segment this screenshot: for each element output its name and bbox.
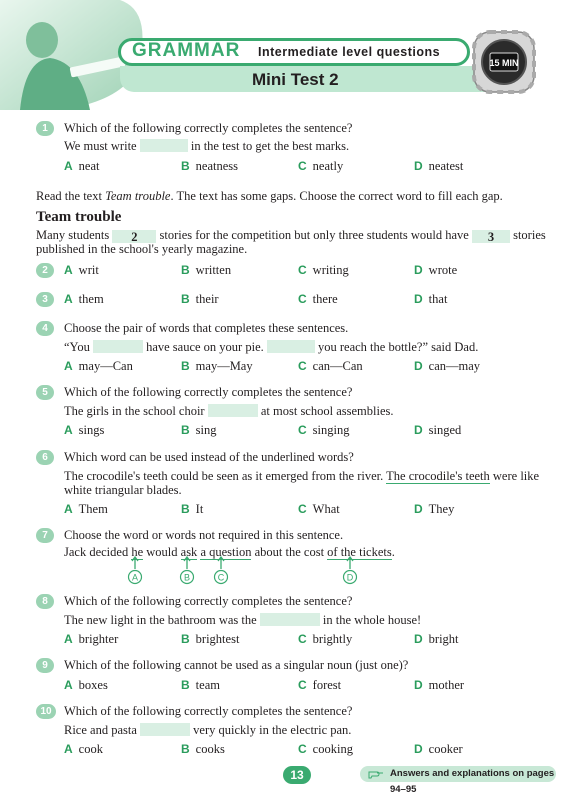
question-number: 9 [36,658,54,673]
svg-text:C: C [217,572,225,583]
timer-label: 15 MIN [489,58,519,68]
option-b[interactable]: B may—May [181,359,253,373]
question-text: Which of the following correctly completes the sentence? [64,704,353,718]
option-d[interactable]: D They [414,502,455,516]
answers-link[interactable] [360,766,556,795]
gap-2: 2 [112,230,156,243]
question-sentence: The girls in the school choir at most school assemblies. [64,404,394,418]
question-sentence: Rice and pasta very quickly in the electric pan. [64,723,352,737]
option-c[interactable]: C writing [298,263,349,277]
option-a[interactable]: A cook [64,742,103,756]
option-a[interactable]: A may—Can [64,359,133,373]
question-text: Which word can be used instead of the underlined words? [64,450,354,464]
passage-instruction: Read the text Team trouble. The text has some gaps. Choose the correct word to fill each gap. [36,189,503,203]
question-sentence: Jack decided he would ask a question about the cost of the tickets. [64,545,395,559]
question-sentence: We must write in the test to get the best marks. [64,139,350,153]
page-number: 13 [283,766,311,784]
option-b[interactable]: B cooks [181,742,225,756]
option-a[interactable]: A writ [64,263,99,277]
level-subtitle: Intermediate level questions [258,45,441,59]
answer-gap[interactable] [260,613,320,626]
option-b[interactable]: B brightest [181,632,240,646]
passage-line-1: Many students 2 stories for the competition but only three students would have 3 stories [36,228,546,244]
marker-b[interactable] [181,571,194,584]
underlined-a: he [131,545,144,559]
marker-d[interactable] [344,571,357,584]
question-number: 7 [36,528,54,543]
option-a[interactable]: A brighter [64,632,119,646]
option-a[interactable]: A boxes [64,678,108,692]
underlined-c: a question [200,545,252,559]
option-c[interactable]: C neatly [298,159,344,173]
option-d[interactable]: D that [414,292,448,306]
answer-gap[interactable] [267,340,315,353]
gap-3: 3 [472,230,510,243]
passage-line-2: published in the school's yearly magazine. [36,242,248,256]
option-b[interactable]: B sing [181,423,217,437]
option-d[interactable]: D wrote [414,263,458,277]
option-d[interactable]: D singed [414,423,462,437]
question-text: Choose the word or words not required in this sentence. [64,528,344,542]
underlined-d: of the tickets [327,545,392,559]
question-number: 1 [36,121,54,136]
stopwatch-icon [470,28,538,96]
question-sentence: “You have sauce on your pie. you reach the bottle?” said Dad. [64,340,479,354]
option-d[interactable]: D can—may [414,359,481,373]
question-number: 5 [36,385,54,400]
svg-text:B: B [183,572,191,583]
marker-c[interactable] [215,571,228,584]
question-number: 4 [36,321,54,336]
option-b[interactable]: B team [181,678,220,692]
option-d[interactable]: D cooker [414,742,463,756]
question-text: Which of the following correctly completes the sentence? [64,385,353,399]
option-a[interactable]: A Them [64,502,108,516]
option-b[interactable]: B It [181,502,204,516]
question-text: Which of the following cannot be used as a singular noun (just one)? [64,658,409,672]
section-label: GRAMMAR [132,40,241,61]
option-b[interactable]: B their [181,292,219,306]
passage-title: Team trouble [36,209,122,225]
question-text: Which of the following correctly completes the sentence? [64,594,353,608]
question-text: Which of the following correctly completes the sentence? [64,121,353,135]
pointing-hand-icon [368,769,384,779]
answers-text: Answers and explanations on pages 94–95 [390,768,555,795]
question-sentence-cont: white triangular blades. [64,483,182,497]
question-text: Choose the pair of words that completes these sentences. [64,321,349,335]
option-a[interactable]: A neat [64,159,100,173]
underlined-b: ask [180,545,198,559]
question-sentence: The crocodile's teeth could be seen as it emerged from the river. The crocodile's teeth were like [64,469,540,483]
option-c[interactable]: C brightly [298,632,353,646]
question-sentence: The new light in the bathroom was the in the whole house! [64,613,422,627]
option-c[interactable]: C singing [298,423,350,437]
option-c[interactable]: C can—Can [298,359,363,373]
page-title: Mini Test 2 [252,70,339,89]
svg-text:D: D [346,572,354,583]
option-c[interactable]: C cooking [298,742,353,756]
option-a[interactable]: A them [64,292,104,306]
answer-gap[interactable] [140,723,190,736]
answer-gap[interactable] [93,340,143,353]
option-c[interactable]: C What [298,502,340,516]
option-d[interactable]: D neatest [414,159,464,173]
option-b[interactable]: B written [181,263,232,277]
option-c[interactable]: C there [298,292,338,306]
option-b[interactable]: B neatness [181,159,239,173]
option-d[interactable]: D mother [414,678,465,692]
question-number: 3 [36,292,54,307]
question-number: 8 [36,594,54,609]
marker-a[interactable] [129,571,142,584]
answer-gap[interactable] [140,139,188,152]
question-number: 10 [36,704,56,719]
underlined-words: The crocodile's teeth [386,469,490,483]
question-number: 2 [36,263,54,278]
answer-markers [120,556,380,586]
option-d[interactable]: D bright [414,632,459,646]
option-c[interactable]: C forest [298,678,342,692]
option-a[interactable]: A sings [64,423,105,437]
answer-gap[interactable] [208,404,258,417]
svg-text:A: A [131,572,139,583]
question-number: 6 [36,450,54,465]
